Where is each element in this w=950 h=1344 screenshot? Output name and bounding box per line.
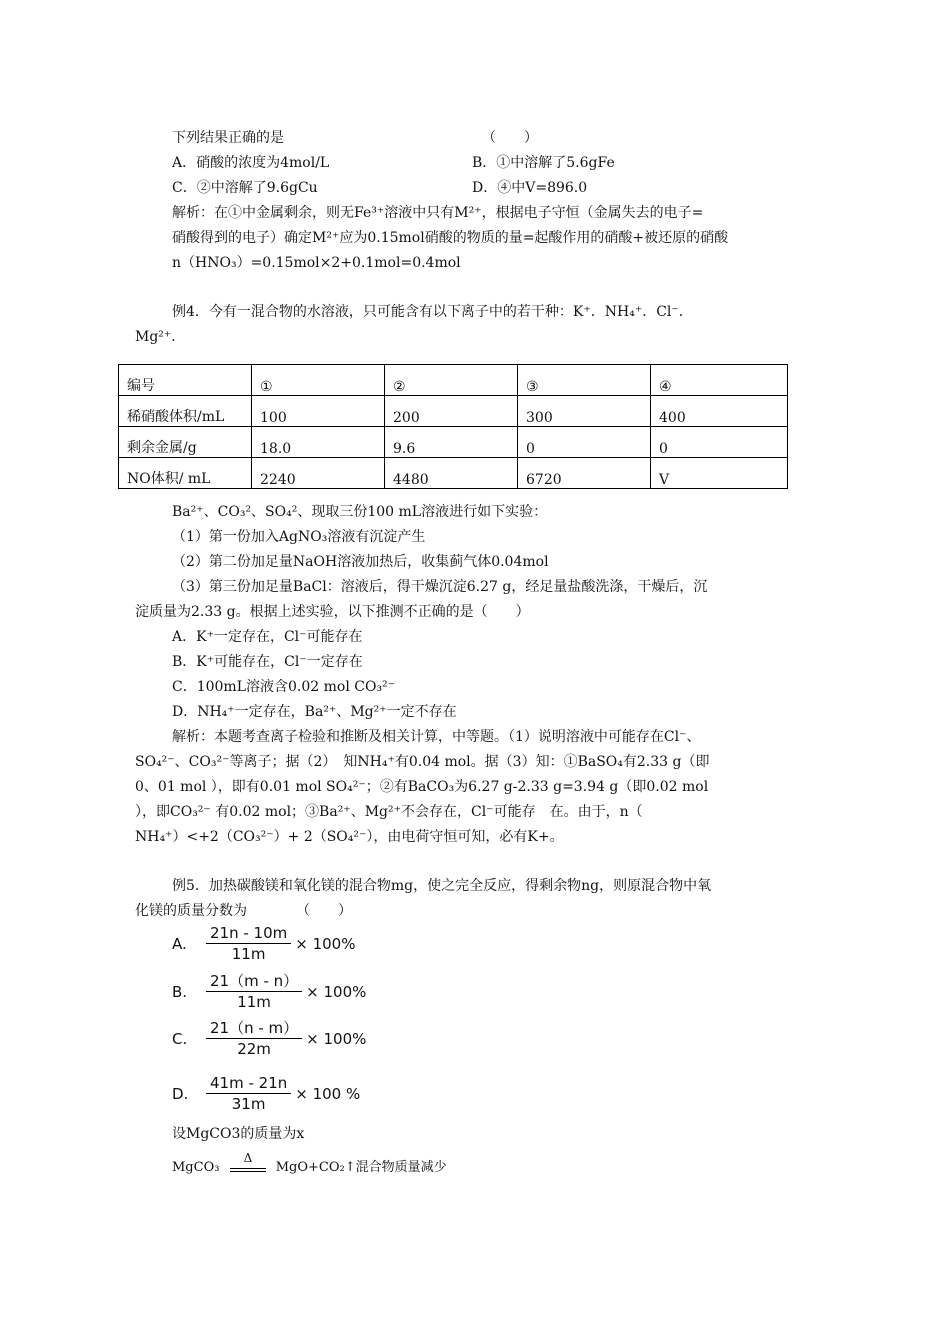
table-cell: 0 — [518, 427, 651, 458]
table-row — [119, 396, 788, 427]
q3-prompt-line — [172, 128, 772, 148]
ex4-step1: （1）第一份加入AgNO₃溶液有沉淀产生 — [172, 529, 426, 545]
table-cell: ③ — [518, 365, 651, 396]
q3-analysis-line1: 解析：在①中金属剩余，则无Fe³⁺溶液中只有M²⁺，根据电子守恒（金属失去的电子= — [172, 205, 704, 221]
table-cell: V — [651, 458, 788, 489]
table-cell: 剩余金属/g — [119, 427, 252, 458]
equation-left: MgCO₃ — [172, 1160, 220, 1175]
q3-options-cd — [172, 178, 792, 198]
table-cell: 6720 — [518, 458, 651, 489]
ex4-analysis-line5: NH₄⁺）<+2（CO₃²⁻）+ 2（SO₄²⁻），由电荷守恒可知，必有K+。 — [135, 829, 564, 845]
ex5-line2: 化镁的质量分数为 （ ） — [135, 903, 352, 919]
fraction-numerator: 21n - 10m — [206, 924, 291, 944]
q3-option-a: A．硝酸的浓度为4mol/L — [172, 155, 330, 171]
table-row — [119, 365, 788, 396]
fraction-numerator: 41m - 21n — [206, 1074, 291, 1094]
delta-symbol: Δ — [243, 1150, 253, 1165]
fraction — [206, 1074, 291, 1113]
table-cell: NO体积/ mL — [119, 458, 252, 489]
table-cell: 200 — [385, 396, 518, 427]
fraction-denominator: 11m — [231, 945, 266, 963]
ex4-line1: 例4．今有一混合物的水溶液，只可能含有以下离子中的若干种：K⁺．NH₄⁺．Cl⁻． — [172, 304, 693, 320]
option-label: D. — [172, 1084, 189, 1103]
ex5-line1: 例5．加热碳酸镁和氧化镁的混合物mg，使之完全反应，得剩余物ng，则原混合物中氧 — [172, 878, 712, 894]
table-cell: 18.0 — [252, 427, 385, 458]
table-cell: ① — [252, 365, 385, 396]
q3-options-ab — [172, 153, 792, 173]
table-cell: 400 — [651, 396, 788, 427]
option-label: C. — [172, 1029, 188, 1048]
q3-option-c: C．②中溶解了9.6gCu — [172, 180, 318, 196]
fraction-numerator: 21（n - m） — [206, 1019, 302, 1039]
percent-suffix: × 100 % — [295, 1084, 361, 1103]
table-cell: 稀硝酸体积/mL — [119, 396, 252, 427]
fraction — [206, 972, 302, 1011]
ex4-line3: Ba²⁺、CO₃²、SO₄²、现取三份100 mL溶液进行如下实验： — [172, 504, 548, 520]
fraction-denominator: 31m — [231, 1095, 266, 1113]
fraction — [206, 1019, 302, 1058]
ex4-option-b: B．K⁺可能存在，Cl⁻一定存在 — [172, 654, 363, 670]
ex5-set-x: 设MgCO3的质量为x — [172, 1126, 305, 1142]
ex5-option-d — [172, 1074, 360, 1113]
ex4-line2: Mg²⁺． — [135, 329, 186, 345]
ex4-step3a: （3）第三份加足量BaCl：溶液后，得干燥沉淀6.27 g，经足量盐酸洗涤，干燥后，沉 — [172, 579, 708, 595]
heat-arrow-icon — [230, 1150, 266, 1175]
table-row — [119, 427, 788, 458]
fraction — [206, 924, 291, 963]
ex5-option-b — [172, 972, 366, 1011]
ex4-step2: （2）第二份加足量NaOH溶液加热后，收集蓟气体0.04mol — [172, 554, 549, 570]
table-cell: ② — [385, 365, 518, 396]
data-table — [118, 364, 788, 489]
table-cell: 4480 — [385, 458, 518, 489]
percent-suffix: × 100% — [306, 1029, 367, 1048]
ex4-option-c: C．100mL溶液含0.02 mol CO₃²⁻ — [172, 679, 396, 695]
table-cell: 100 — [252, 396, 385, 427]
ex4-option-d: D．NH₄⁺一定存在，Ba²⁺、Mg²⁺一定不存在 — [172, 704, 457, 720]
ex4-analysis-line2: SO₄²⁻、CO₃²⁻等离子；据（2） 知NH₄⁺有0.04 mol。据（3）知：①BaSO₄有2.33 g（即 — [135, 754, 710, 770]
table-cell: 编号 — [119, 365, 252, 396]
table-cell: 300 — [518, 396, 651, 427]
ex4-analysis-line1: 解析：本题考查离子检验和推断及相关计算，中等题。（1）说明溶液中可能存在Cl⁻、 — [172, 729, 701, 745]
q3-bracket: （ ） — [482, 130, 538, 146]
ex5-equation — [172, 1150, 447, 1175]
option-label: B. — [172, 982, 188, 1001]
table-cell: ④ — [651, 365, 788, 396]
table-cell: 9.6 — [385, 427, 518, 458]
table-cell: 2240 — [252, 458, 385, 489]
q3-analysis-line3: n（HNO₃）=0.15mol×2+0.1mol=0.4mol — [172, 255, 461, 271]
q3-option-b: B．①中溶解了5.6gFe — [472, 155, 615, 171]
equation-right: MgO+CO₂↑混合物质量减少 — [275, 1160, 447, 1175]
ex4-step3b: 淀质量为2.33 g。根据上述实验，以下推测不正确的是（ ） — [135, 604, 530, 620]
q3-option-d: D．④中V=896.0 — [472, 180, 588, 196]
ex4-analysis-line4: ），即CO₃²⁻ 有0.02 mol；③Ba²⁺、Mg²⁺不会存在，Cl⁻可能存 在。由于，n（ — [135, 804, 643, 820]
table-cell: 0 — [651, 427, 788, 458]
ex5-option-c — [172, 1019, 366, 1058]
q3-prompt: 下列结果正确的是 — [172, 130, 284, 146]
fraction-denominator: 22m — [237, 1040, 271, 1058]
ex4-option-a: A．K⁺一定存在，Cl⁻可能存在 — [172, 629, 363, 645]
table-row — [119, 458, 788, 489]
fraction-denominator: 11m — [237, 993, 271, 1011]
percent-suffix: × 100% — [295, 934, 356, 953]
fraction-numerator: 21（m - n） — [206, 972, 302, 992]
option-label: A. — [172, 934, 187, 953]
percent-suffix: × 100% — [306, 982, 367, 1001]
q3-analysis-line2: 硝酸得到的电子）确定M²⁺应为0.15mol硝酸的物质的量=起酸作用的硝酸+被还原的硝酸 — [172, 230, 729, 246]
ex5-option-a — [172, 924, 355, 963]
ex4-analysis-line3: 0、01 mol ），即有0.01 mol SO₄²⁻；②有BaCO₃为6.27 g-2.33 g=3.94 g（即0.02 mol — [135, 779, 709, 795]
